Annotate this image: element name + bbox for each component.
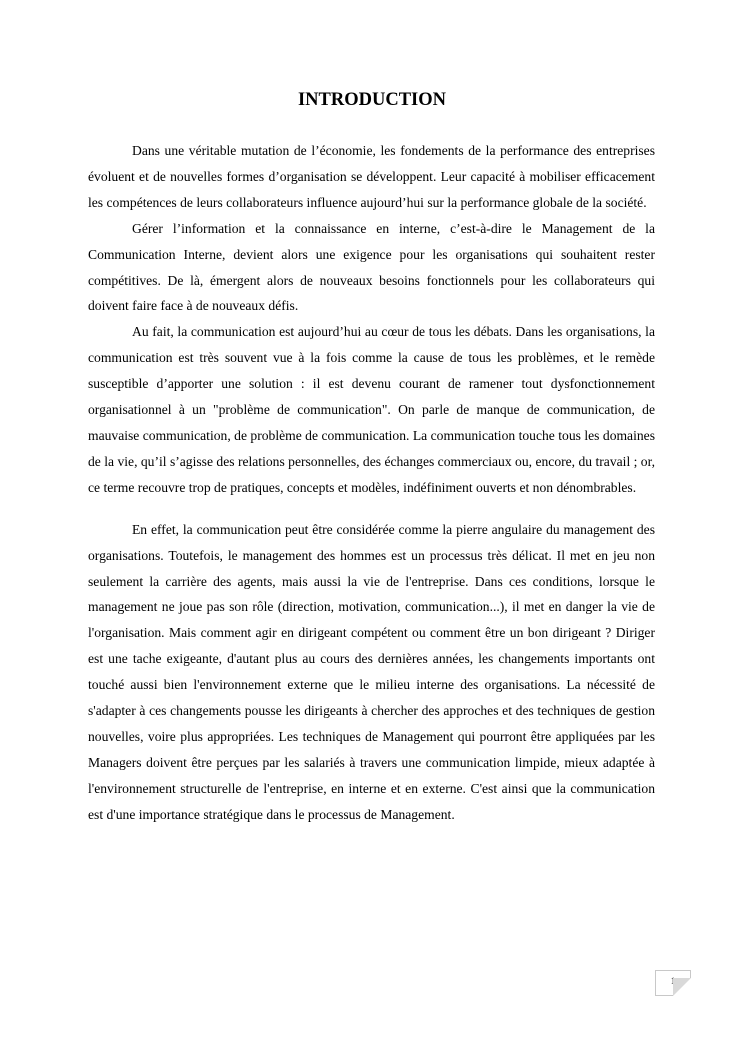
- page-curl-icon: [673, 978, 691, 996]
- paragraph-4: En effet, la communication peut être considérée comme la pierre angulaire du management des organisations. Toutefois, le management des hommes est un processus très délicat. Il met en jeu non seulement la carrière des agents, mais aussi la vie de l'entreprise. Dans ces conditions, lorsque le management ne joue pas son rôle (direction, motivation, communication...), il met en danger la vie de l'organisation. Mais comment agir en dirigeant compétent ou comment être un bon dirigeant ? Diriger est une tache exigeante, d'autant plus au cours des dernières années, les changements importants ont touché aussi bien l'environnement externe que le milieu interne des organisations. La nécessité de s'adapter à ces changements pousse les dirigeants à chercher des approches et des techniques de gestion nouvelles, voire plus appropriées. Les techniques de Management qui pourront être appliquées par les Managers doivent être perçues par les salariés à travers une communication limpide, mieux adaptée à l'environnement structurelle de l'entreprise, en interne et en externe. C'est ainsi que la communication est d'une importance stratégique dans le processus de Management.: [88, 521, 655, 822]
- paragraph-2: Gérer l’information et la connaissance en interne, c’est-à-dire le Management de la Communication Interne, devient alors une exigence pour les organisations qui souhaitent rester compétitives. De là, émergent alors de nouveaux besoins fonctionnels pour les collaborateurs qui doivent faire face à de nouveaux défis.: [88, 220, 655, 314]
- paragraph-1: Dans une véritable mutation de l’économie, les fondements de la performance des entreprises évoluent et de nouvelles formes d’organisation se développent. Leur capacité à mobiliser efficacement les compétences de leurs collaborateurs influence aujourd’hui sur la performance globale de la société.: [88, 143, 655, 210]
- page-number: 1: [670, 976, 676, 986]
- page-number-box: [655, 970, 691, 996]
- page-title: INTRODUCTION: [297, 90, 447, 110]
- body-text: [88, 138, 655, 828]
- paragraph-3: Au fait, la communication est aujourd’hui au cœur de tous les débats. Dans les organisations, la communication est très souvent vue à la fois comme la cause de tous les problèmes, et le remède susceptible d’apporter une solution : il est devenu courant de ramener tout dysfonctionnement organisationnel à un "problème de communication". On parle de manque de communication, de mauvaise communication, de problème de communication. La communication touche tous les domaines de la vie, qu’il s’agisse des relations personnelles, des échanges commerciaux ou, encore, du travail ; or, ce terme recouvre trop de pratiques, concepts et modèles, indéfiniment ouverts et non dénombrables.: [88, 324, 655, 495]
